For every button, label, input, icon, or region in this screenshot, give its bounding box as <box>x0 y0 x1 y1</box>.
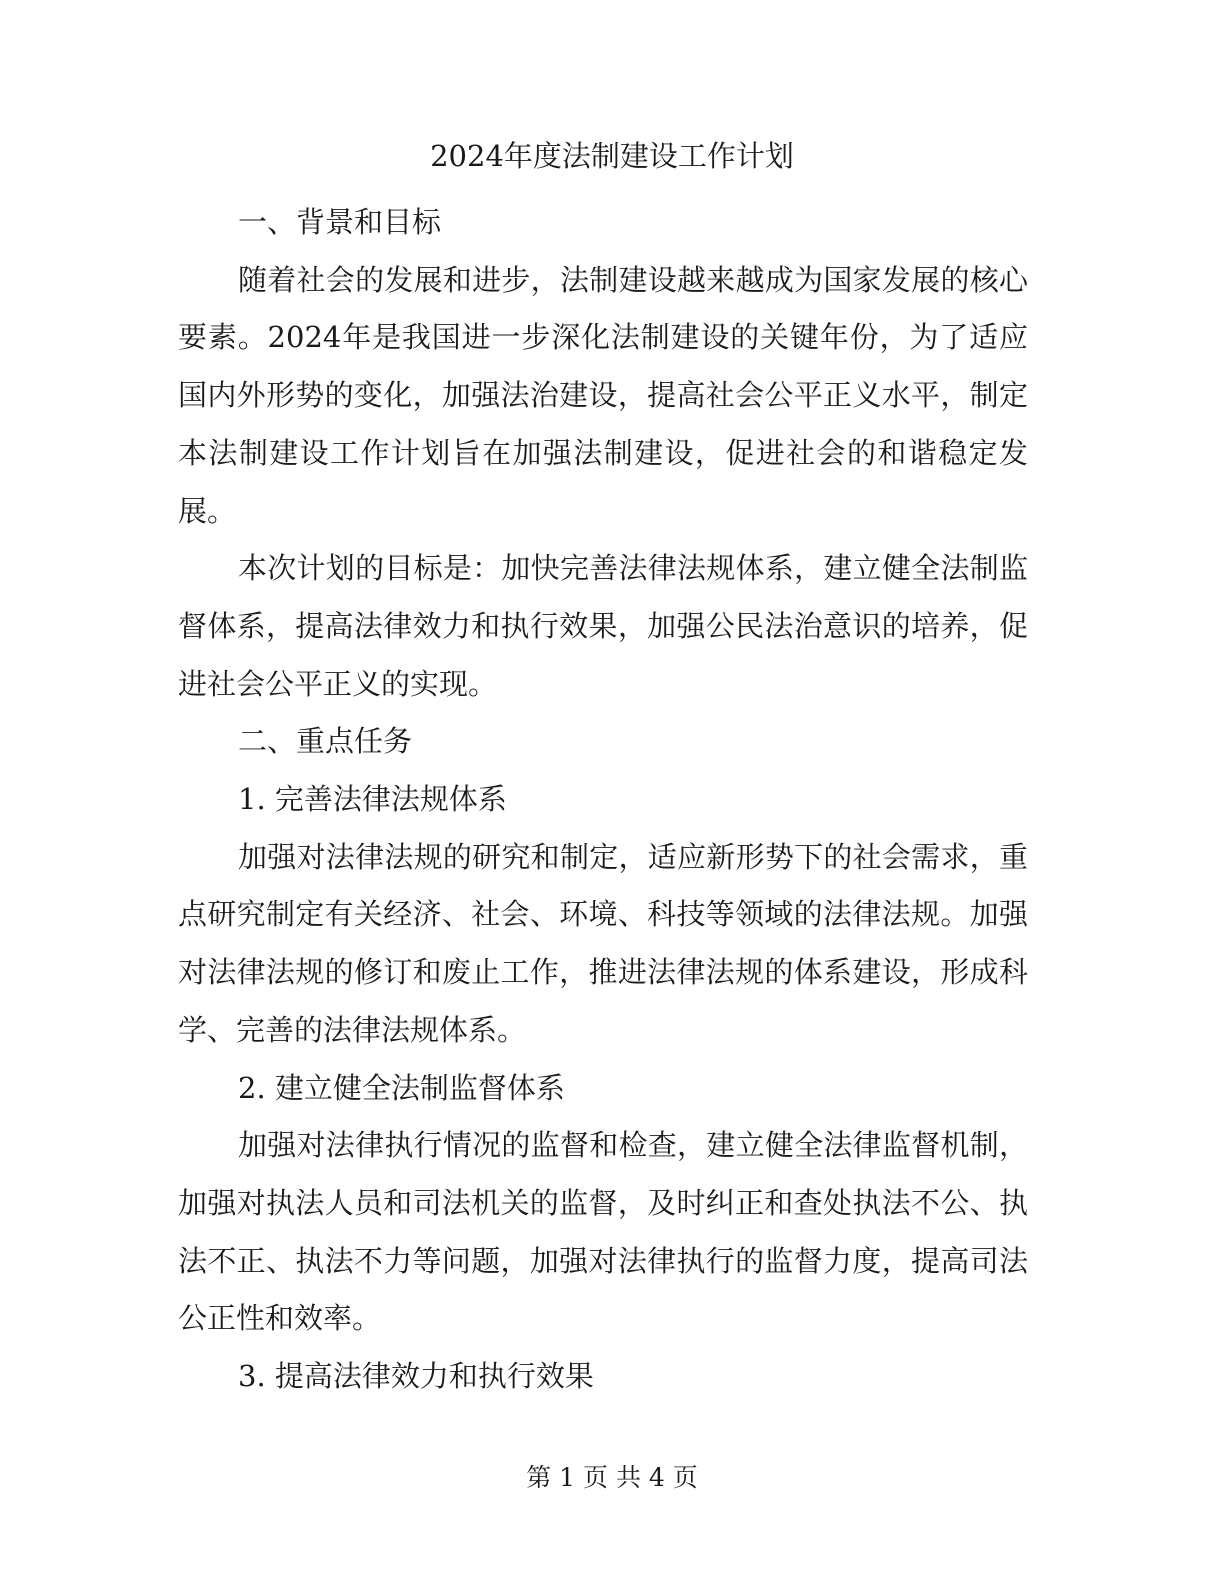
subheading-task-1: 1. 完善法律法规体系 <box>238 782 507 817</box>
section-heading-background: 一、背景和目标 <box>238 205 442 239</box>
subheading-task-3: 3. 提高法律效力和执行效果 <box>238 1359 594 1394</box>
document-body <box>178 194 1028 1406</box>
subheading-task-2: 2. 建立健全法制监督体系 <box>238 1070 565 1105</box>
paragraph-goals: 本次计划的目标是：加快完善法律法规体系，建立健全法制监督体系，提高法律效力和执行效果，加强公民法治意识的培养，促进社会公平正义的实现。 <box>178 551 1028 701</box>
paragraph-task-1: 加强对法律法规的研究和制定，适应新形势下的社会需求，重点研究制定有关经济、社会、环境、科技等领域的法律法规。加强对法律法规的修订和废止工作，推进法律法规的体系建设，形成科学、完善的法律法规体系。 <box>178 839 1028 1047</box>
paragraph-task-2: 加强对法律执行情况的监督和检查，建立健全法律监督机制，加强对执法人员和司法机关的监督，及时纠正和查处执法不公、执法不正、执法不力等问题，加强对法律执行的监督力度，提高司法公正性和效率。 <box>178 1128 1028 1336</box>
document-title: 2024年度法制建设工作计划 <box>430 139 794 173</box>
section-heading-key-tasks: 二、重点任务 <box>238 724 413 759</box>
paragraph-background: 随着社会的发展和进步，法制建设越来越成为国家发展的核心要素。2024年是我国进一步深化法制建设的关键年份，为了适应国内外形势的变化，加强法治建设，提高社会公平正义水平，制定本法制建设工作计划旨在加强法制建设，促进社会的和谐稳定发展。 <box>178 262 1028 528</box>
page-number-footer: 第 1 页 共 4 页 <box>526 1463 698 1492</box>
